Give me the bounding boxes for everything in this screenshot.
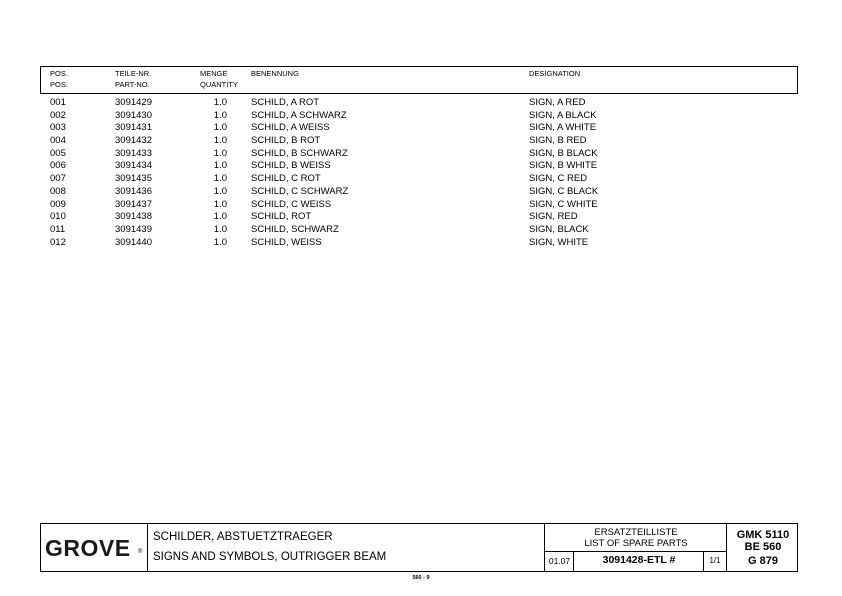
name-english-cell: SIGN, B WHITE	[529, 160, 598, 172]
list-title-english: LIST OF SPARE PARTS	[584, 538, 688, 549]
position-cell: 010	[50, 211, 66, 223]
grove-logo: GROVE	[45, 535, 131, 561]
name-german-cell: SCHILD, C WEISS	[251, 198, 332, 210]
part-number-cell: 3091433	[115, 147, 152, 159]
table-row	[0, 211, 842, 224]
name-english-cell: SIGN, RED	[529, 211, 578, 223]
header-quantity: MENGE QUANTITY	[200, 69, 238, 89]
g-number: G 879	[748, 555, 778, 567]
quantity-cell: 1.0	[213, 185, 227, 197]
position-cell: 008	[50, 185, 66, 197]
part-number-cell: 3091438	[115, 211, 152, 223]
table-row	[0, 148, 842, 161]
name-german-cell: SCHILD, ROT	[251, 211, 312, 223]
name-german-cell: SCHILD, C SCHWARZ	[251, 185, 349, 197]
page-count: 1/1	[709, 556, 721, 565]
title-block	[40, 523, 798, 572]
name-german-cell: SCHILD, C ROT	[251, 173, 321, 185]
name-english-cell: SIGN, BLACK	[529, 223, 589, 235]
table-row	[0, 110, 842, 123]
header-name-en: DESIGNATION	[529, 69, 581, 78]
page-number: 560 - 9	[412, 575, 430, 581]
table-row	[0, 199, 842, 212]
quantity-cell: 1.0	[213, 223, 227, 235]
title-german: SCHILDER, ABSTUETZTRAEGER	[153, 531, 333, 543]
divider	[544, 551, 726, 552]
position-cell: 007	[50, 173, 66, 185]
name-english-cell: SIGN, A RED	[529, 97, 586, 108]
quantity-cell: 1.0	[213, 97, 227, 108]
name-german-cell: SCHILD, B WEISS	[251, 160, 331, 172]
table-row	[0, 160, 842, 173]
quantity-cell: 1.0	[213, 211, 227, 223]
part-number-cell: 3091440	[115, 236, 152, 248]
position-cell: 009	[50, 198, 66, 210]
name-english-cell: SIGN, A BLACK	[529, 109, 597, 121]
quantity-cell: 1.0	[213, 122, 227, 134]
name-german-cell: SCHILD, SCHWARZ	[251, 223, 339, 235]
name-german-cell: SCHILD, B ROT	[251, 135, 321, 147]
part-number-cell: 3091431	[115, 122, 152, 134]
position-cell: 006	[50, 160, 66, 172]
name-german-cell: SCHILD, B SCHWARZ	[251, 147, 348, 159]
title-english: SIGNS AND SYMBOLS, OUTRIGGER BEAM	[153, 551, 387, 563]
name-english-cell: SIGN, B BLACK	[529, 147, 598, 159]
table-row	[0, 135, 842, 148]
name-english-cell: SIGN, A WHITE	[529, 122, 597, 134]
part-number-cell: 3091436	[115, 185, 152, 197]
part-number-cell: 3091439	[115, 223, 152, 235]
quantity-cell: 1.0	[213, 160, 227, 172]
crane-model: GMK 5110	[736, 529, 790, 541]
divider	[147, 524, 148, 571]
be-number: BE 560	[744, 541, 782, 553]
table-row	[0, 173, 842, 186]
position-cell: 011	[50, 223, 66, 235]
part-number-cell: 3091437	[115, 198, 152, 210]
table-row	[0, 237, 842, 250]
part-number-cell: 3091435	[115, 173, 152, 185]
list-title-german: ERSATZTEILLISTE	[594, 527, 678, 538]
position-cell: 002	[50, 109, 66, 121]
quantity-cell: 1.0	[213, 109, 227, 121]
name-german-cell: SCHILD, A SCHWARZ	[251, 109, 347, 121]
part-number-cell: 3091429	[115, 97, 152, 108]
quantity-cell: 1.0	[213, 147, 227, 159]
part-number-cell: 3091432	[115, 135, 152, 147]
position-cell: 003	[50, 122, 66, 134]
name-english-cell: SIGN, B RED	[529, 135, 587, 147]
name-english-cell: SIGN, C RED	[529, 173, 588, 185]
table-row	[0, 122, 842, 135]
position-cell: 005	[50, 147, 66, 159]
name-german-cell: SCHILD, A WEISS	[251, 122, 330, 134]
header-part-no: TEILE-NR. PART-NO.	[115, 69, 152, 89]
quantity-cell: 1.0	[213, 173, 227, 185]
position-cell: 012	[50, 236, 66, 248]
quantity-cell: 1.0	[213, 198, 227, 210]
part-number-cell: 3091434	[115, 160, 152, 172]
date: 01.07	[548, 556, 571, 566]
header-name-de: BENENNUNG	[251, 69, 299, 78]
position-cell: 004	[50, 135, 66, 147]
name-german-cell: SCHILD, A ROT	[251, 97, 320, 108]
header-pos: POS. POS.	[50, 69, 68, 89]
name-english-cell: SIGN, WHITE	[529, 236, 589, 248]
name-english-cell: SIGN, C WHITE	[529, 198, 598, 210]
quantity-cell: 1.0	[213, 236, 227, 248]
name-german-cell: SCHILD, WEISS	[251, 236, 322, 248]
table-row	[0, 186, 842, 199]
parts-table	[0, 97, 842, 249]
registered-mark: ®	[138, 549, 143, 555]
name-english-cell: SIGN, C BLACK	[529, 185, 599, 197]
column-header-box	[40, 66, 798, 94]
table-row	[0, 97, 842, 110]
part-number-cell: 3091430	[115, 109, 152, 121]
position-cell: 001	[50, 97, 66, 108]
document-number: 3091428-ETL #	[602, 554, 676, 566]
table-row	[0, 224, 842, 237]
quantity-cell: 1.0	[213, 135, 227, 147]
